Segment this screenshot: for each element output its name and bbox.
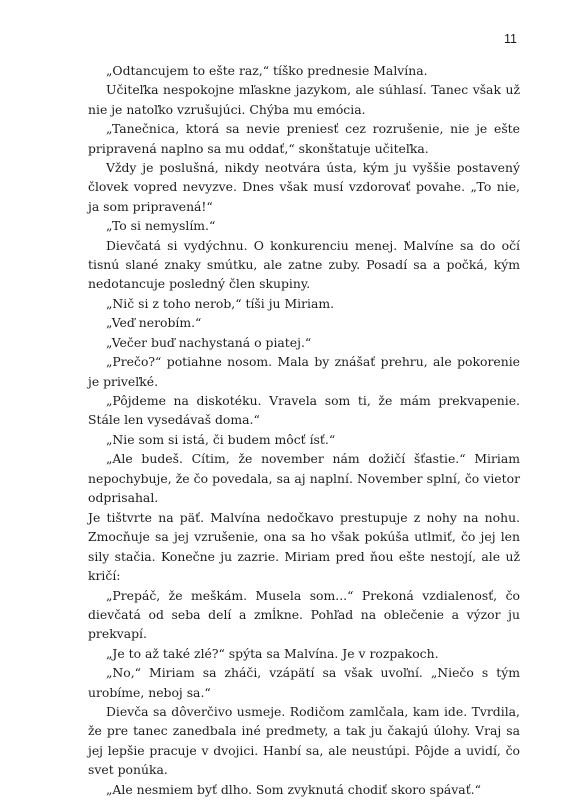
paragraph: „Večer buď nachystaná o piatej.“ xyxy=(106,334,312,350)
paragraph: Učiteľka nespokojne mľaskne jazykom, ale súhlasí. Tanec však už nie je natoľko vzrušujúci. Chýba mu emócia. xyxy=(88,82,520,117)
paragraph: „Nič si z toho nerob,“ tíši ju Miriam. xyxy=(106,295,335,311)
paragraph: Dievčatá si vydýchnu. O konkurenciu menej. Malvíne sa do očí tisnú slané znaky smútku, ale zatne zuby. Posadí sa a počká, kým nedotancuje posledný člen skupiny. xyxy=(88,237,520,292)
paragraph: „Veď nerobím.“ xyxy=(106,315,202,331)
paragraph: „Je to až také zlé?“ spýta sa Malvína. Je v rozpakoch. xyxy=(106,645,439,661)
paragraph: Vždy je poslušná, nikdy neotvára ústa, kým ju vyššie postavený človek vopred nevyzve. Dnes však musí vzdorovať povahe. „To nie, ja som pripravená!“ xyxy=(88,160,520,214)
text-section-1 xyxy=(88,61,520,507)
paragraph: „Pôjdeme na diskotéku. Vravela som ti, že mám prekvapenie. Stále len vysedávaš doma.“ xyxy=(88,392,520,428)
paragraph: „Prečo?“ potiahne nosom. Mala by znášať prehru, ale pokorenie je priveľké. xyxy=(88,354,520,389)
paragraph: „To si nemyslím.“ xyxy=(106,218,216,234)
page-number: 11 xyxy=(504,32,517,46)
paragraph: „Odtancujem to ešte raz,“ tíško prednesie Malvína. xyxy=(106,63,428,78)
paragraph: Dievča sa dôverčivo usmeje. Rodičom zamlčala, kam ide. Tvrdila, že pre tanec zanedbala iné predmety, a tak ju čakajú úlohy. Vraj sa jej lepšie pracuje v dvojici. Hanbí sa, ale neustúpi. Pôjde a uvidí, čo svet ponúka. xyxy=(88,704,520,778)
paragraph: „Ale budeš. Cítim, že november nám dožičí šťastie.“ Miriam nepochybuje, že čo povedala, sa aj naplní. November splní, čo vietor odprisahal. xyxy=(88,451,520,505)
paragraph: „Tanečnica, ktorá sa nevie preniesť cez rozrušenie, nie je ešte pripravená naplno sa mu oddať,“ skonštatuje učiteľka. xyxy=(88,121,520,156)
paragraph: „Nie som si istá, či budem môcť ísť.“ xyxy=(106,431,336,447)
text-section-2 xyxy=(88,508,520,799)
paragraph: „Prepáč, že meškám. Musela som...“ Prekoná vzdialenosť, čo dievčatá od seba delí a zmĺkne. Pohľad na oblečenie a výzor ju prekvapí. xyxy=(88,587,520,642)
paragraph: „Ale nesmiem byť dlho. Som zvyknutá chodiť skoro spávať.“ xyxy=(106,781,481,797)
section-opening-paragraph: Je tištvrte na päť. Malvína nedočkavo prestupuje z nohy na nohu. Zmocňuje sa jej vzrušenie, ona sa ho však pokúša utlmiť, čo jej len sily stačia. Konečne ju zazrie. Miriam pred ňou ešte nestojí, ale už kričí: xyxy=(88,510,520,584)
paragraph: „No,“ Miriam sa zháči, vzápätí sa však uvoľní. „Niečo s tým urobíme, neboj sa.“ xyxy=(88,665,520,700)
